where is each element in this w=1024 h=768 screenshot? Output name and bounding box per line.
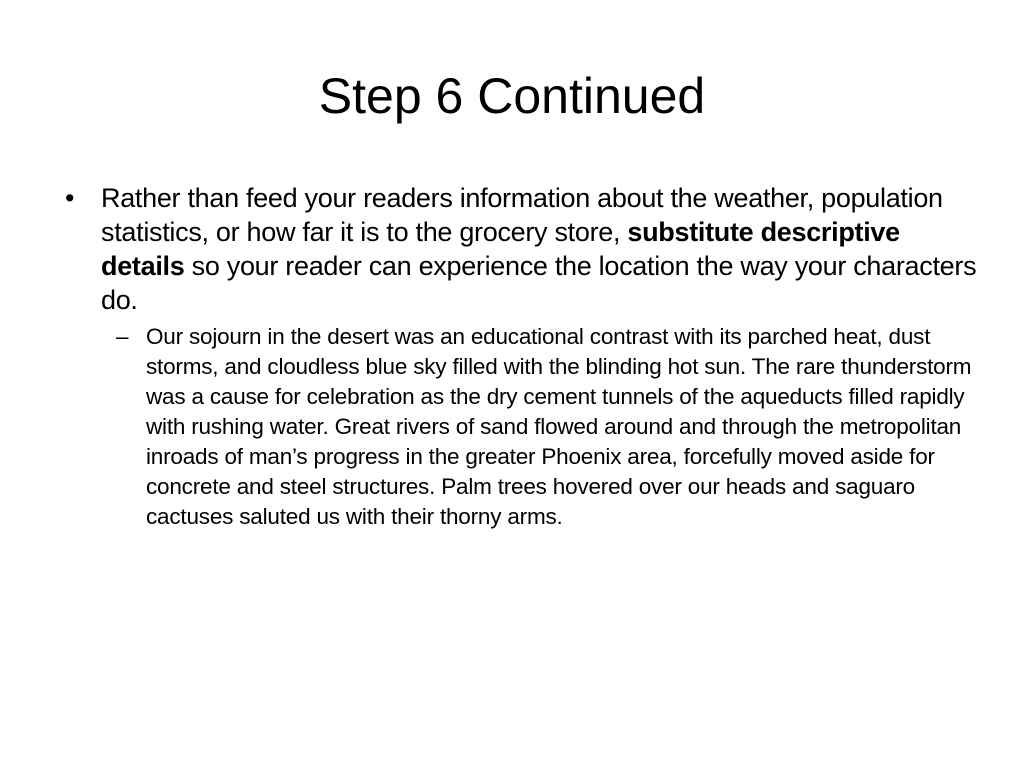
- sub-bullet-text: Our sojourn in the desert was an educational contrast with its parched heat, dust storms, and cloudless blue sky filled with the blinding hot sun. The rare thunderstorm was a cause for celebration as the dry cement tunnels of the aqueducts filled rapidly with rushing water. Great rivers of sand flowed around and through the metropolitan inroads of man’s progress in the greater Phoenix area, forcefully moved aside for concrete and steel structures. Palm trees hovered over our heads and saguaro cactuses saluted us with their thorny arms.: [146, 324, 972, 529]
- bullet-marker: •: [65, 183, 75, 213]
- slide-title: Step 6 Continued: [318, 68, 706, 124]
- sub-bullet-marker: –: [116, 324, 129, 349]
- bullet-text-end: so your reader can experience the location the way your characters do.: [101, 251, 977, 315]
- bullet-point: [60, 181, 980, 317]
- sub-bullet-example: [60, 322, 980, 532]
- bullet-text-start: Rather than feed your readers information about the weather, population statistics, or how far it is to the grocery store,: [101, 183, 943, 247]
- slide-body: [60, 181, 980, 532]
- bullet-bold-text: substitute descriptive details: [101, 217, 900, 281]
